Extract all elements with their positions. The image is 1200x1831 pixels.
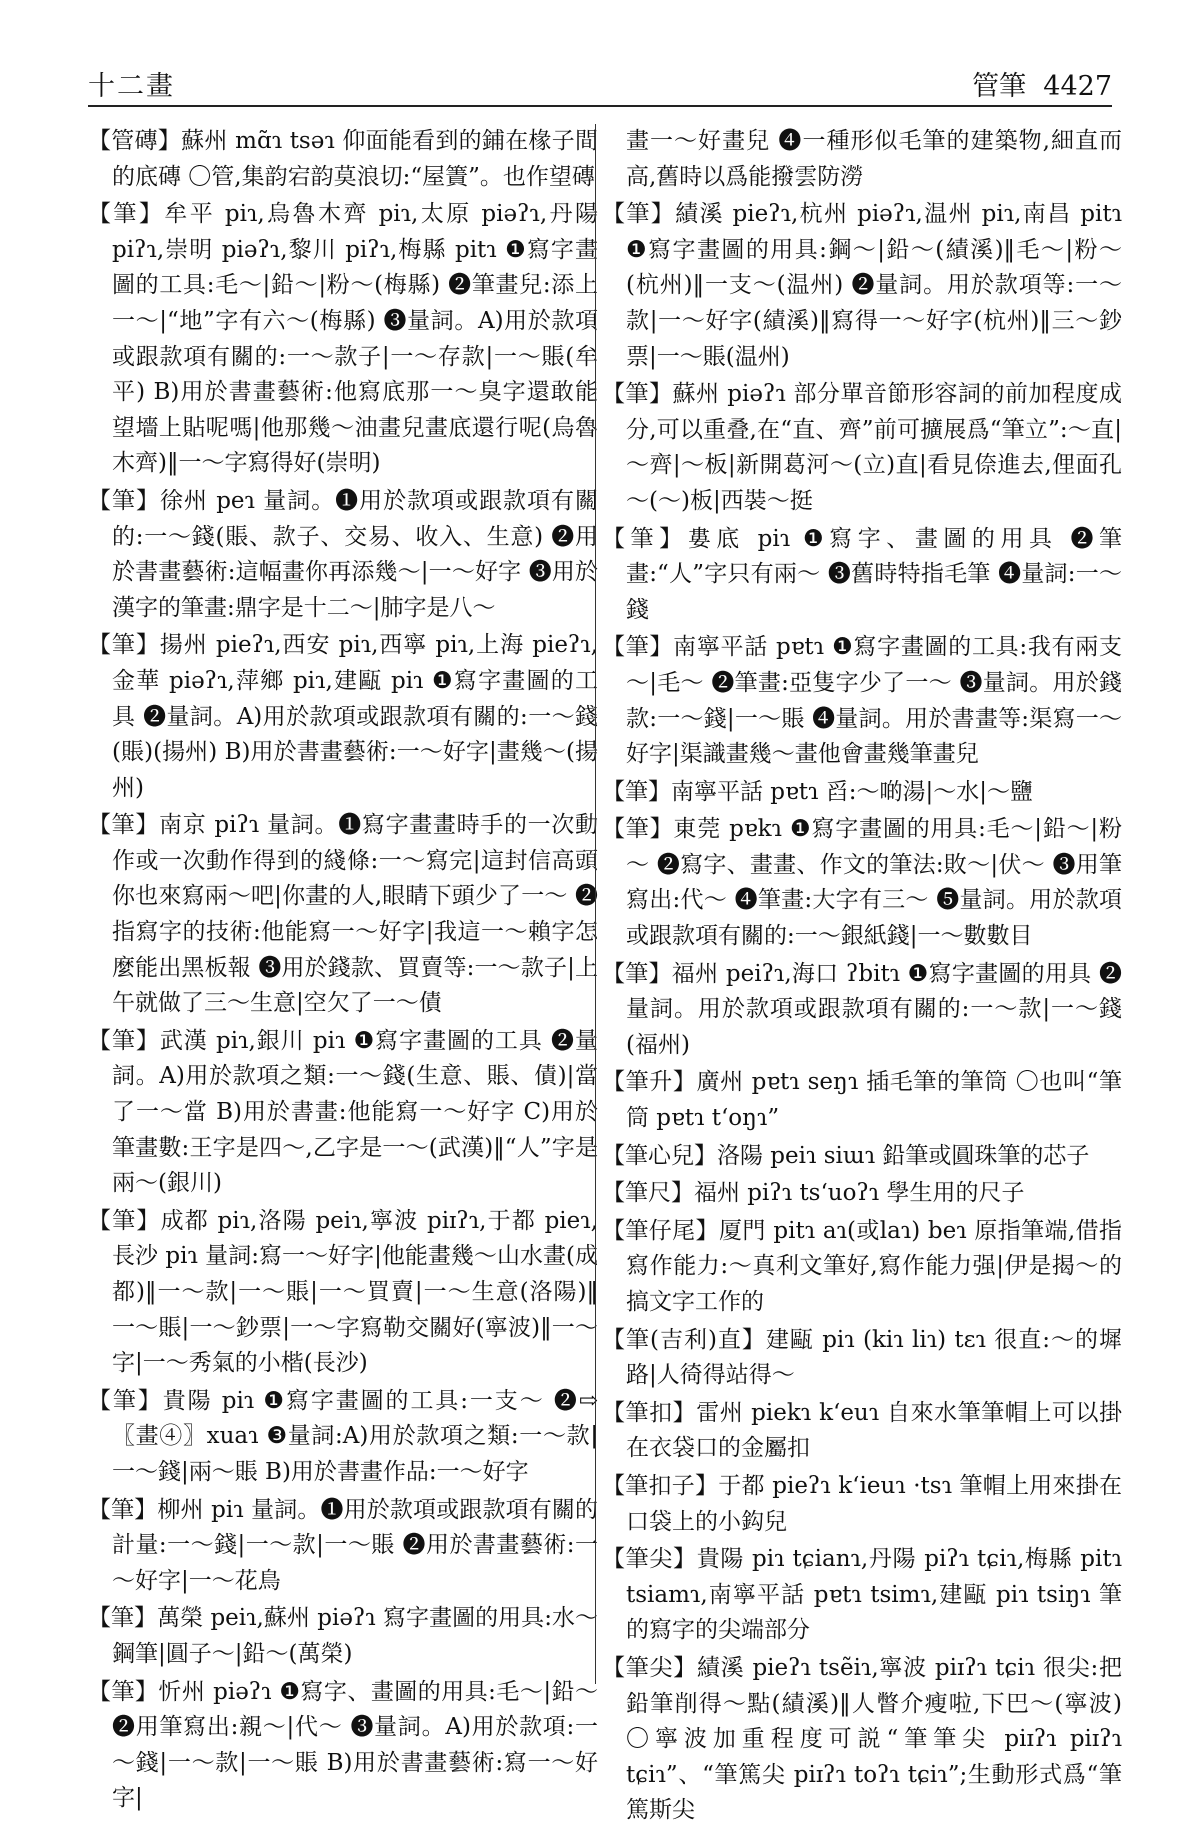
dictionary-entry: 【筆】婁底 piɿ ❶寫字、畫圖的用具 ❷筆畫:“人”字只有兩～ ❸舊時特指毛筆 ❹量詞:一～錢 — [602, 525, 1122, 623]
dictionary-entry: 【筆(吉利)直】建甌 piɿ (kiɿ liɿ) tɛɿ 很直:～的墀路|人徛得站得～ — [602, 1326, 1122, 1389]
dictionary-entry: 【筆心兒】洛陽 peiɿ siɯɿ 鉛筆或圓珠筆的芯子 — [602, 1142, 1090, 1169]
dictionary-entry: 【筆】牟平 piɿ,烏魯木齊 piɿ,太原 piəʔɿ,丹陽 piʔɿ,崇明 piəʔɿ,黎川 piʔɿ,梅縣 pitɿ ❶寫字畫圖的工具:毛～|鉛～|粉～(梅縣) ❷筆畫兒:添上一～|“地”字有六～(梅縣) ❸量詞。A)用於款項或跟款項有關的:一～款子|一～存款|一～賬(牟平) B)用於書畫藝術:他寫底那一～臭字還敢能望墻上貼呢嗎|他那幾～油畫兒畫底還行呢(烏魯木齊)‖一～字寫得好(崇明) — [88, 201, 598, 477]
headword-label: 管筆 — [972, 71, 1027, 102]
dictionary-entry: 【筆】南寧平話 pɐtɿ ❶寫字畫圖的工具:我有兩支～|毛～ ❷筆畫:亞隻字少了一～ ❸量詞。用於錢款:一～錢|一～賬 ❹量詞。用於書畫等:渠寫一～好字|渠識畫幾～畫他會畫幾筆畫兒 — [602, 634, 1122, 768]
dictionary-entry: 【筆升】廣州 pɐtɿ seŋɿ 插毛筆的筆筒 〇也叫“筆筒 pɐtɿ tʻoŋɿ” — [602, 1069, 1122, 1132]
dictionary-entry: 【筆】武漢 piɿ,銀川 piɿ ❶寫字畫圖的工具 ❷量詞。A)用於款項之類:一～錢(生意、賬、債)|當了一～當 B)用於書畫:他能寫一～好字 C)用於筆畫數:王字是四～,乙字是一～(武漢)‖“人”字是兩～(銀川) — [88, 1027, 598, 1197]
dictionary-entry: 【筆】萬榮 peiɿ,蘇州 piəʔɿ 寫字畫圖的用具:水～鋼筆|圓子～|鉛～(萬榮) — [88, 1605, 598, 1667]
left-column — [88, 124, 598, 1819]
dictionary-entry: 【筆】東莞 pɐkɿ ❶寫字畫圖的用具:毛～|鉛～|粉～ ❷寫字、畫畫、作文的筆法:敗～|伏～ ❸用筆寫出:代～ ❹筆畫:大字有三～ ❺量詞。用於款項或跟款項有關的:一～銀紙錢|一～數數目 — [602, 816, 1122, 950]
dictionary-entry: 【筆】貴陽 piɿ ❶寫字畫圖的工具:一支～ ❷⇨〖畫④〗xuaɿ ❸量詞:A)用於款項之類:一～款|一～錢|兩～賬 B)用於書畫作品:一～好字 — [88, 1387, 598, 1485]
section-label: 十二畫 — [88, 71, 175, 102]
page-number: 4427 — [1043, 71, 1112, 102]
dictionary-entry: 【筆尖】績溪 pieʔɿ tsẽiɿ,寧波 piɪʔɿ tɕiɿ 很尖:把鉛筆削得～點(績溪)‖人瞥介瘦啦,下巴～(寧波) 〇寧波加重程度可説“筆筆尖 piɪʔɿ piɪʔɿ tɕiɿ”、“筆篤尖 piɪʔɿ toʔɿ tɕiɿ”;生動形式爲“筆篤斯尖 — [602, 1654, 1122, 1824]
dictionary-entry: 【筆】忻州 piəʔɿ ❶寫字、畫圖的用具:毛～|鉛～ ❷用筆寫出:親～|代～ ❸量詞。A)用於款項:一～錢|一～款|一～賬 B)用於書畫藝術:寫一～好字| — [88, 1678, 598, 1812]
dictionary-entry: 【筆扣子】于都 pieʔɿ kʻieuɿ ·tsɿ 筆帽上用來掛在口袋上的小鈎兒 — [602, 1472, 1122, 1535]
dictionary-entry: 【筆】蘇州 piəʔɿ 部分單音節形容詞的前加程度成分,可以重叠,在“直、齊”前可擴展爲“筆立”:～直|～齊|～板|新開葛河～(立)直|看見倷進去,俚面孔～(～)板|西裝～挺 — [602, 381, 1122, 514]
page-header — [88, 58, 1112, 102]
dictionary-entry: 【筆尖】貴陽 piɿ tɕianɿ,丹陽 piʔɿ tɕiɿ,梅縣 pitɿ tsiamɿ,南寧平話 pɐtɿ tsimɿ,建甌 piɿ tsiŋɿ 筆的寫字的尖端部分 — [602, 1546, 1122, 1644]
dictionary-entry: 【筆】柳州 piɿ 量詞。❶用於款項或跟款項有關的計量:一～錢|一～款|一～賬 ❷用於書畫藝術:一～好字|一～花鳥 — [88, 1496, 598, 1594]
dictionary-entry: 【管磚】蘇州 mɑ̃ɿ tsəɿ 仰面能看到的鋪在椽子間的底磚 〇管,集韵宕韵莫浪切:“屋簀”。也作望磚 — [88, 128, 598, 190]
header-rule — [88, 105, 1112, 107]
dictionary-entry: 【筆】揚州 pieʔɿ,西安 piɿ,西寧 piɿ,上海 pieʔɿ,金華 piəʔɿ,萍鄉 piɿ,建甌 piɿ ❶寫字畫圖的工具 ❷量詞。A)用於款項或跟款項有關的:一～錢(賬)(揚州) B)用於書畫藝術:一～好字|畫幾～(揚州) — [88, 632, 598, 801]
dictionary-entry: 【筆】績溪 pieʔɿ,杭州 piəʔɿ,温州 piɿ,南昌 pitɿ ❶寫字畫圖的用具:鋼～|鉛～(績溪)‖毛～|粉～(杭州)‖一支～(温州) ❷量詞。用於款項等:一～款|一～好字(績溪)‖寫得一～好字(杭州)‖三～鈔票|一～賬(温州) — [602, 201, 1122, 370]
dictionary-entry: 【筆】徐州 peɿ 量詞。❶用於款項或跟款項有關的:一～錢(賬、款子、交易、收入、生意) ❷用於書畫藝術:這幅畫你再添幾～|一～好字 ❸用於漢字的筆畫:鼎字是十二～|肺字是八～ — [88, 487, 598, 621]
dictionary-entry: 【筆】南寧平話 pɐtɿ 舀:～啲湯|～水|～鹽 — [602, 778, 1033, 805]
header-right — [972, 64, 1112, 103]
dictionary-entry: 【筆】成都 piɿ,洛陽 peiɿ,寧波 piɪʔɿ,于都 pieɿ,長沙 piɿ 量詞:寫一～好字|他能畫幾～山水畫(成都)‖一～款|一～賬|一～買賣|一～生意(洛陽)‖一～賬|一～鈔票|一～字寫勒交關好(寧波)‖一～字|一～秀氣的小楷(長沙) — [88, 1207, 598, 1377]
dictionary-entry-continued: 畫一～好畫兒 ❹一種形似毛筆的建築物,細直而高,舊時以爲能撥雲防澇 — [626, 128, 1122, 190]
column-divider — [595, 124, 596, 1684]
dictionary-entry: 【筆】福州 peiʔɿ,海口 ʔbitɿ ❶寫字畫圖的用具 ❷量詞。用於款項或跟款項有關的:一～款|一～錢(福州) — [602, 960, 1122, 1058]
dictionary-entry: 【筆扣】雷州 piekɿ kʻeuɿ 自來水筆筆帽上可以掛在衣袋口的金屬扣 — [602, 1399, 1122, 1462]
dictionary-entry: 【筆尺】福州 piʔɿ tsʻuoʔɿ 學生用的尺子 — [602, 1180, 1025, 1207]
right-column — [602, 124, 1122, 1831]
dictionary-entry: 【筆仔尾】厦門 pitɿ aɿ(或laɿ) beɿ 原指筆端,借指寫作能力:～真利文筆好,寫作能力强|伊是揭～的搞文字工作的 — [602, 1217, 1122, 1315]
dictionary-entry: 【筆】南京 piʔɿ 量詞。❶寫字畫畫時手的一次動作或一次動作得到的綫條:一～寫完|這封信高頭你也來寫兩～吧|你畫的人,眼睛下頭少了一～ ❷指寫字的技術:他能寫一～好字|我這一～賴字怎麼能出黑板報 ❸用於錢款、買賣等:一～款子|上午就做了三～生意|空欠了一～債 — [88, 812, 598, 1017]
